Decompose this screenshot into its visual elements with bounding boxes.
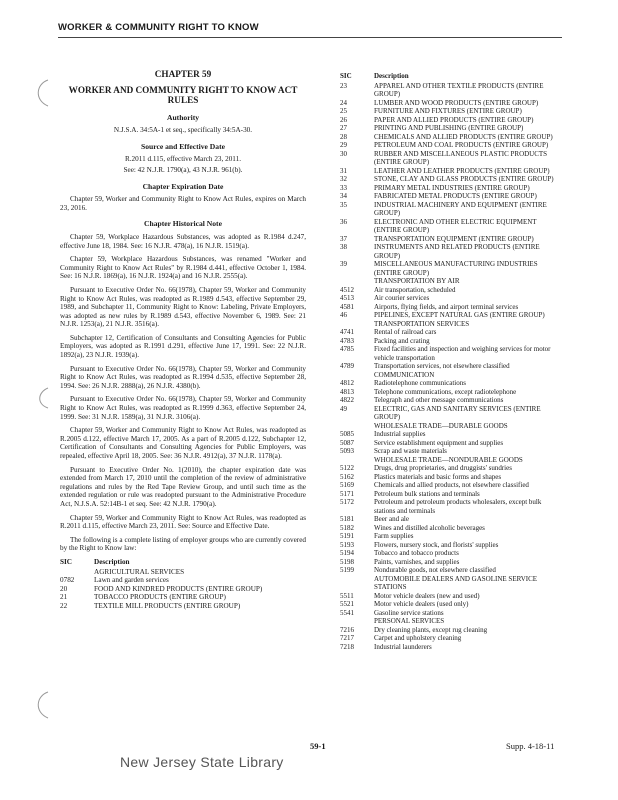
sic-code: 39 <box>340 260 347 268</box>
sic-description: AGRICULTURAL SERVICES <box>94 567 185 576</box>
sic-description: Fixed facilities and inspection and weighing services for motor vehicle transportation <box>374 345 551 362</box>
sic-description: CHEMICALS AND ALLIED PRODUCTS (ENTIRE GROUP) <box>374 132 553 141</box>
page-number: 59-1 <box>310 741 326 751</box>
sic-table-left <box>60 558 306 611</box>
sic-code: 5191 <box>340 532 354 540</box>
table-row <box>340 549 562 558</box>
sic-code: 32 <box>340 175 347 183</box>
sic-description: Petroleum bulk stations and terminals <box>374 489 480 498</box>
sic-description: TRANSPORTATION EQUIPMENT (ENTIRE GROUP) <box>374 234 534 243</box>
table-row <box>60 585 306 594</box>
sic-description: WHOLESALE TRADE—DURABLE GOODS <box>374 421 508 430</box>
table-row <box>340 99 562 108</box>
sic-description: Radiotelephone communications <box>374 379 466 387</box>
sic-description: Plastics materials and basic forms and shapes <box>374 472 502 481</box>
sic-description: Industrial launderers <box>374 642 432 651</box>
table-row <box>340 286 562 295</box>
sic-code: 4812 <box>340 379 354 387</box>
sic-code: 29 <box>340 141 347 149</box>
sic-code <box>340 422 374 431</box>
sic-description: Carpet and upholstery cleaning <box>374 634 462 642</box>
sic-code: 5541 <box>340 608 354 617</box>
sic-code: 46 <box>340 311 347 319</box>
history-paragraph: Chapter 59, Worker and Community Right to Know Act Rules, was readopted as R.2005 d.122, effective March 17, 2005. As a part of R.2005 d.122, Subchapter 12, Certification of Consultants and Consulting Agencies for Public Employers, was repealed, effective April 18, 2005. See: 36 N.J.R. 4912(a), 37 N.J.R. 1178(a). <box>60 426 306 460</box>
punch-hole-mark <box>30 690 52 720</box>
punch-hole-mark <box>30 386 52 410</box>
sic-code: 26 <box>340 115 347 124</box>
history-paragraph: Chapter 59, Workplace Hazardous Substances, was renamed "Worker and Community Right to Know Act Rules" by R.1984 d.441, effective October 1, 1984. See: 16 N.J.R. 1869(a), 16 N.J.R. 1924(a) and 16 N.J.R. 2555(a). <box>60 255 306 281</box>
table-row <box>340 600 562 609</box>
table-row <box>60 576 306 585</box>
history-paragraph: Pursuant to Executive Order No. 66(1978), Chapter 59, Worker and Community Right to Know Act Rules, was readopted as R.1989 d.543, effective September 29, 1989, and Subchapter 11, Community Right to Know: Labeling, Private Employers, was adopted as new rules by R.1989 d.543, effective November 6, 1989. See: 21 N.J.R. 1253(a), 21 N.J.R. 3516(a). <box>60 285 306 329</box>
sic-code <box>60 568 94 577</box>
table-row <box>60 593 306 602</box>
expiration-text: Chapter 59, Worker and Community Right to Know Act Rules, expires on March 23, 2016. <box>60 195 306 212</box>
sic-description: Beer and ale <box>374 515 409 523</box>
sic-description: ELECTRONIC AND OTHER ELECTRIC EQUIPMENT (ENTIRE GROUP) <box>374 217 537 234</box>
table-row <box>340 218 562 235</box>
table-row <box>340 447 562 456</box>
sic-description: STONE, CLAY AND GLASS PRODUCTS (ENTIRE GROUP) <box>374 175 554 183</box>
table-row <box>340 362 562 371</box>
sic-description: Drugs, drug proprietaries, and druggists' sundries <box>374 464 512 472</box>
sic-description: Rental of railroad cars <box>374 328 437 336</box>
table-row <box>340 320 562 329</box>
table-row <box>340 175 562 184</box>
sic-code: 35 <box>340 200 347 209</box>
table-row <box>60 602 306 611</box>
sic-description: FABRICATED METAL PRODUCTS (ENTIRE GROUP) <box>374 192 537 200</box>
sic-description: Industrial supplies <box>374 430 426 438</box>
authority-heading: Authority <box>166 112 200 122</box>
table-row <box>340 82 562 99</box>
table-row <box>340 379 562 388</box>
history-heading: Chapter Historical Note <box>144 219 222 229</box>
source-heading: Source and Effective Date <box>140 141 225 151</box>
sic-code: 28 <box>340 132 347 141</box>
history-paragraph: Subchapter 12, Certification of Consultants and Consulting Agencies for Public Employers, was adopted as R.1991 d.291, effective June 17, 1991. See: 22 N.J.R. 1892(a), 23 N.J.R. 1939(a). <box>60 333 306 360</box>
sic-description: Scrap and waste materials <box>374 447 447 455</box>
table-row <box>340 371 562 380</box>
table-row <box>340 116 562 125</box>
sic-code: 34 <box>340 192 347 200</box>
sic-column-header: SIC <box>60 557 72 566</box>
table-row <box>340 294 562 303</box>
sic-code: 5171 <box>340 489 354 498</box>
sic-code: 5172 <box>340 498 354 506</box>
sic-description: Telephone communications, except radiotelephone <box>374 387 517 396</box>
chapter-number: CHAPTER 59 <box>154 69 212 79</box>
source-text: R.2011 d.115, effective March 23, 2011. <box>124 155 242 164</box>
sic-description: Chemicals and allied products, not elsewhere classified <box>374 481 529 489</box>
sic-description: TRANSPORTATION SERVICES <box>374 319 470 328</box>
description-column-header: Description <box>374 72 409 80</box>
sic-description: Motor vehicle dealers (used only) <box>374 600 469 608</box>
source-text: See: 42 N.J.R. 1790(a), 43 N.J.R. 961(b). <box>123 165 243 174</box>
running-header: WORKER & COMMUNITY RIGHT TO KNOW <box>58 22 259 33</box>
table-row <box>340 192 562 201</box>
sic-code: 4789 <box>340 362 354 370</box>
sic-description: Dry cleaning plants, except rug cleaning <box>374 625 488 634</box>
sic-code: 4813 <box>340 387 354 396</box>
table-row <box>340 456 562 465</box>
sic-description: PETROLEUM AND COAL PRODUCTS (ENTIRE GROUP) <box>374 141 549 149</box>
sic-code: 49 <box>340 404 347 413</box>
sic-code: 20 <box>60 584 68 593</box>
sic-code: 38 <box>340 243 347 251</box>
sic-code: 5198 <box>340 557 354 566</box>
table-header-row <box>340 72 562 82</box>
sic-description: Transportation services, not elsewhere classified <box>374 362 510 370</box>
history-paragraph: Pursuant to Executive Order No. 66(1978), Chapter 59, Worker and Community Right to Know Act Rules, was readopted as R.1994 d.535, effective September 28, 1994. See: 26 N.J.R. 2888(a), 26 N.J.R. 4380(b). <box>60 364 306 390</box>
sic-description: Airports, flying fields, and airport terminal services <box>374 302 519 311</box>
sic-code: 31 <box>340 166 347 175</box>
sic-description: LEATHER AND LEATHER PRODUCTS (ENTIRE GROUP) <box>374 166 550 175</box>
sic-code: 5182 <box>340 523 354 532</box>
sic-code <box>340 575 374 592</box>
sic-code: 5085 <box>340 430 354 438</box>
table-row <box>340 430 562 439</box>
table-row <box>340 643 562 652</box>
sic-code: 7216 <box>340 625 354 634</box>
table-row <box>340 566 562 575</box>
history-paragraph: Chapter 59, Workplace Hazardous Substances, was adopted as R.1984 d.247, effective June 18, 1984. See: 16 N.J.R. 478(a), 16 N.J.R. 1519(a). <box>60 232 306 250</box>
table-row <box>340 481 562 490</box>
sic-description: TEXTILE MILL PRODUCTS (ENTIRE GROUP) <box>94 601 241 610</box>
table-row <box>340 396 562 405</box>
sic-code: 4822 <box>340 396 354 404</box>
sic-code: 36 <box>340 217 347 226</box>
table-row <box>340 133 562 142</box>
sic-description: Telegraph and other message communications <box>374 396 504 404</box>
sic-description: Nondurable goods, not elsewhere classified <box>374 566 496 574</box>
table-row <box>340 634 562 643</box>
sic-description: PIPELINES, EXCEPT NATURAL GAS (ENTIRE GROUP) <box>374 311 545 319</box>
sic-description: Gasoline service stations <box>374 608 444 617</box>
table-row <box>340 260 562 277</box>
sic-code: 5511 <box>340 591 354 600</box>
sic-code: 0782 <box>60 576 75 585</box>
table-row <box>340 524 562 533</box>
sic-code <box>340 320 374 329</box>
sic-description: FOOD AND KINDRED PRODUCTS (ENTIRE GROUP) <box>94 584 263 593</box>
sic-description: Air courier services <box>374 294 430 302</box>
table-row <box>60 568 306 577</box>
table-row <box>340 150 562 167</box>
sic-description: Service establishment equipment and supplies <box>374 438 504 447</box>
sic-code: 33 <box>340 183 347 192</box>
table-row <box>340 498 562 515</box>
sic-description: Packing and crating <box>374 336 430 345</box>
sic-code: 21 <box>60 593 68 602</box>
table-row <box>340 464 562 473</box>
sic-description: ELECTRIC, GAS AND SANITARY SERVICES (ENTIRE GROUP) <box>374 404 541 421</box>
sic-code: 4741 <box>340 328 354 336</box>
sic-table-right <box>340 72 562 651</box>
table-row <box>340 609 562 618</box>
sic-code: 4581 <box>340 302 354 311</box>
sic-description: Farm supplies <box>374 532 414 540</box>
sic-code: 5521 <box>340 600 354 608</box>
sic-code: 25 <box>340 107 347 115</box>
punch-hole-mark <box>30 78 52 108</box>
sic-description: PRIMARY METAL INDUSTRIES (ENTIRE GROUP) <box>374 183 530 192</box>
history-paragraph: Pursuant to Executive Order No. 1(2010), the chapter expiration date was extended from March 17, 2010 until the completion of the review of administrative regulations and rules by the Red Tape Review Group, and until such time as the extended regulation or rule was readopted pursuant to the Administrative Procedure Act, N.J.S.A. 52:14B-1 et seq. See: 42 N.J.R. 1790(a). <box>60 465 306 508</box>
table-row <box>340 541 562 550</box>
sic-description: Tobacco and tobacco products <box>374 549 459 557</box>
sic-code <box>340 277 374 286</box>
sic-description: Motor vehicle dealers (new and used) <box>374 591 480 600</box>
description-column-header: Description <box>94 557 130 566</box>
sic-description: Petroleum and petroleum products wholesalers, except bulk stations and terminals <box>374 498 542 515</box>
sic-description: MISCELLANEOUS MANUFACTURING INDUSTRIES (ENTIRE GROUP) <box>374 260 538 277</box>
sic-code: 4785 <box>340 345 354 353</box>
table-row <box>340 311 562 320</box>
history-paragraph: The following is a complete listing of employer groups who are currently covered by the Right to Know law: <box>60 535 306 553</box>
table-row <box>340 277 562 286</box>
header-rule <box>58 37 562 38</box>
sic-code: 4513 <box>340 294 354 302</box>
sic-code: 5194 <box>340 549 354 557</box>
sic-description: RUBBER AND MISCELLANEOUS PLASTIC PRODUCTS (ENTIRE GROUP) <box>374 149 548 166</box>
sic-code: 7217 <box>340 634 354 642</box>
table-row <box>340 532 562 541</box>
sic-code: 5193 <box>340 540 354 549</box>
sic-description: Lawn and garden services <box>94 576 169 585</box>
sic-description: COMMUNICATION <box>374 370 435 379</box>
sic-code <box>340 456 374 465</box>
sic-code: 5162 <box>340 472 354 481</box>
sic-description: TOBACCO PRODUCTS (ENTIRE GROUP) <box>94 593 226 602</box>
table-header-row <box>60 558 306 568</box>
sic-code: 5093 <box>340 447 354 455</box>
history-paragraph: Pursuant to Executive Order No. 66(1978), Chapter 59, Worker and Community Right to Know Act Rules, was readopted as R.1999 d.363, effective September 24, 1999. See: 31 N.J.R. 1589(a), 31 N.J.R. 3106(a). <box>60 395 306 421</box>
sic-description: PERSONAL SERVICES <box>374 617 445 625</box>
sic-description: INSTRUMENTS AND RELATED PRODUCTS (ENTIRE GROUP) <box>374 243 540 260</box>
sic-code: 5181 <box>340 515 354 523</box>
sic-code: 5087 <box>340 438 354 447</box>
sic-description: Flowers, nursery stock, and florists' supplies <box>374 540 499 549</box>
sic-code <box>340 617 374 626</box>
table-row <box>340 439 562 448</box>
table-row <box>340 107 562 116</box>
sic-description: APPAREL AND OTHER TEXTILE PRODUCTS (ENTIRE GROUP) <box>374 81 544 98</box>
table-row <box>340 515 562 524</box>
sic-description: WHOLESALE TRADE—NONDURABLE GOODS <box>374 455 523 464</box>
sic-code: 30 <box>340 149 347 158</box>
sic-code: 7218 <box>340 642 354 651</box>
table-row <box>340 167 562 176</box>
table-row <box>340 235 562 244</box>
sic-code: 5199 <box>340 566 354 574</box>
sic-description: Air transportation, scheduled <box>374 285 456 294</box>
table-row <box>340 490 562 499</box>
history-paragraph: Chapter 59, Worker and Community Right to Know Act Rules, was readopted as R.2011 d.115, effective March 23, 2011. See: Source and Effective Date. <box>60 513 306 531</box>
table-row <box>340 388 562 397</box>
table-row <box>340 184 562 193</box>
sic-description: INDUSTRIAL MACHINERY AND EQUIPMENT (ENTIRE GROUP) <box>374 200 547 217</box>
sic-description: FURNITURE AND FIXTURES (ENTIRE GROUP) <box>374 107 522 115</box>
sic-description: LUMBER AND WOOD PRODUCTS (ENTIRE GROUP) <box>374 98 539 107</box>
sic-code <box>340 371 374 380</box>
sic-code: 4512 <box>340 285 354 294</box>
table-row <box>340 422 562 431</box>
table-row <box>340 328 562 337</box>
table-row <box>340 405 562 422</box>
table-row <box>340 303 562 312</box>
table-row <box>340 337 562 346</box>
sic-code: 37 <box>340 234 347 243</box>
sic-code: 5122 <box>340 464 354 472</box>
table-row <box>340 141 562 150</box>
table-row <box>340 243 562 260</box>
sic-code: 4783 <box>340 336 354 345</box>
table-row <box>340 626 562 635</box>
table-row <box>340 124 562 133</box>
sic-column-header: SIC <box>340 72 352 80</box>
table-row <box>340 345 562 362</box>
left-column <box>60 70 306 611</box>
sic-description: AUTOMOBILE DEALERS AND GASOLINE SERVICE STATIONS <box>374 574 538 591</box>
sic-code: 23 <box>340 81 347 90</box>
sic-code: 24 <box>340 98 347 107</box>
table-row <box>340 201 562 218</box>
expiration-heading: Chapter Expiration Date <box>142 181 224 191</box>
right-column <box>340 72 562 651</box>
chapter-title: WORKER AND COMMUNITY RIGHT TO KNOW ACT RULES <box>68 84 298 106</box>
sic-description: PRINTING AND PUBLISHING (ENTIRE GROUP) <box>374 124 524 132</box>
table-row <box>340 575 562 592</box>
authority-text: N.J.S.A. 34:5A-1 et seq., specifically 34:5A-30. <box>113 126 253 135</box>
table-row <box>340 617 562 626</box>
supplement-date: Supp. 4-18-11 <box>506 741 555 751</box>
sic-description: PAPER AND ALLIED PRODUCTS (ENTIRE GROUP) <box>374 115 534 124</box>
table-row <box>340 473 562 482</box>
sic-description: Wines and distilled alcoholic beverages <box>374 523 485 532</box>
sic-code: 5169 <box>340 481 354 489</box>
table-row <box>340 558 562 567</box>
table-row <box>340 592 562 601</box>
sic-code: 22 <box>60 601 68 610</box>
sic-description: Paints, varnishes, and supplies <box>374 557 460 566</box>
sic-description: TRANSPORTATION BY AIR <box>374 277 460 285</box>
sic-code: 27 <box>340 124 347 132</box>
library-stamp: New Jersey State Library <box>120 754 284 770</box>
